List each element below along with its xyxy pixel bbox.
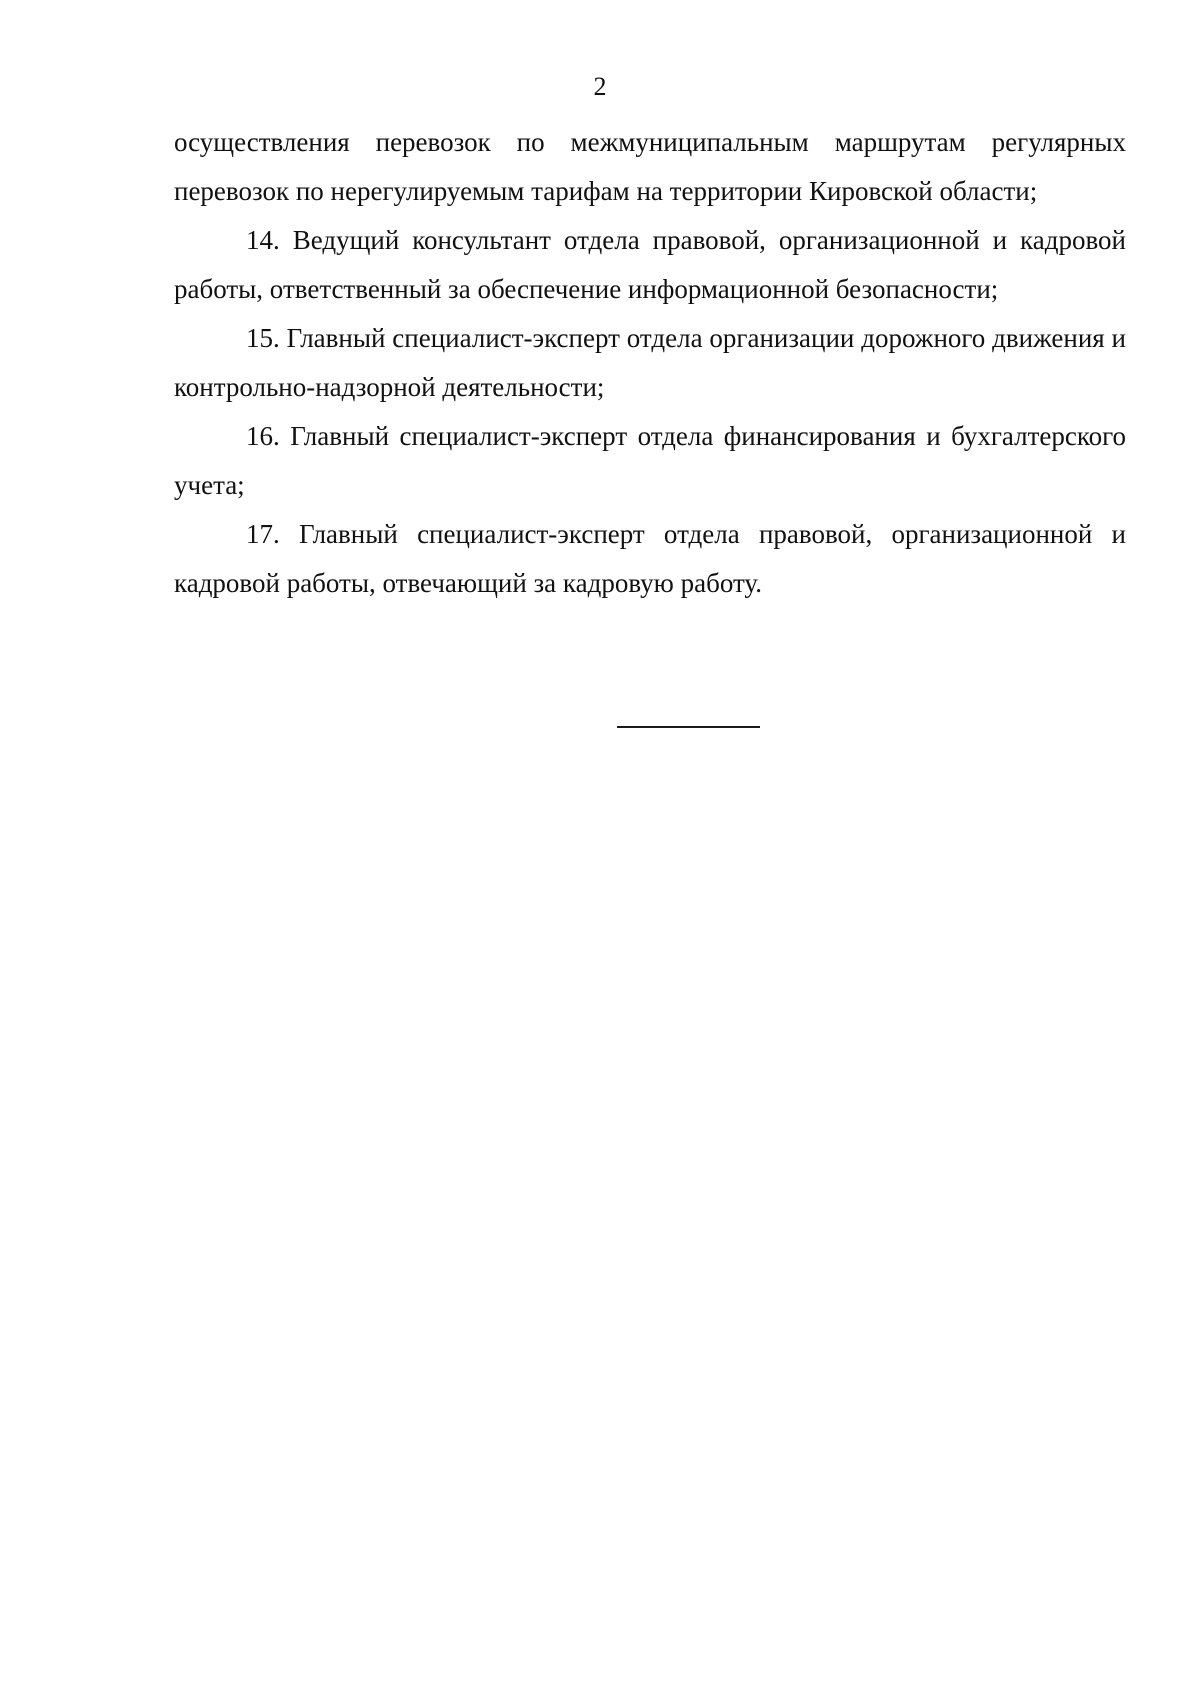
list-item-17: 17. Главный специалист-эксперт отдела правовой, организационной и кадровой работы, отвечающий за кадровую работу. [174, 519, 1126, 598]
list-item-16: 16. Главный специалист-эксперт отдела финансирования и бухгалтерского учета; [174, 421, 1126, 500]
end-of-document-rule [617, 726, 760, 728]
list-item-15: 15. Главный специалист-эксперт отдела организации дорожного движения и контрольно-надзорной деятельности; [174, 323, 1126, 402]
page-number: 2 [593, 72, 607, 101]
document-body [174, 118, 1126, 608]
paragraph-continuation: осуществления перевозок по межмуниципальным маршрутам регулярных перевозок по нерегулируемым тарифам на территории Кировской области; [174, 127, 1126, 206]
list-item-14: 14. Ведущий консультант отдела правовой, организационной и кадровой работы, ответственный за обеспечение информационной безопасности; [174, 225, 1126, 304]
